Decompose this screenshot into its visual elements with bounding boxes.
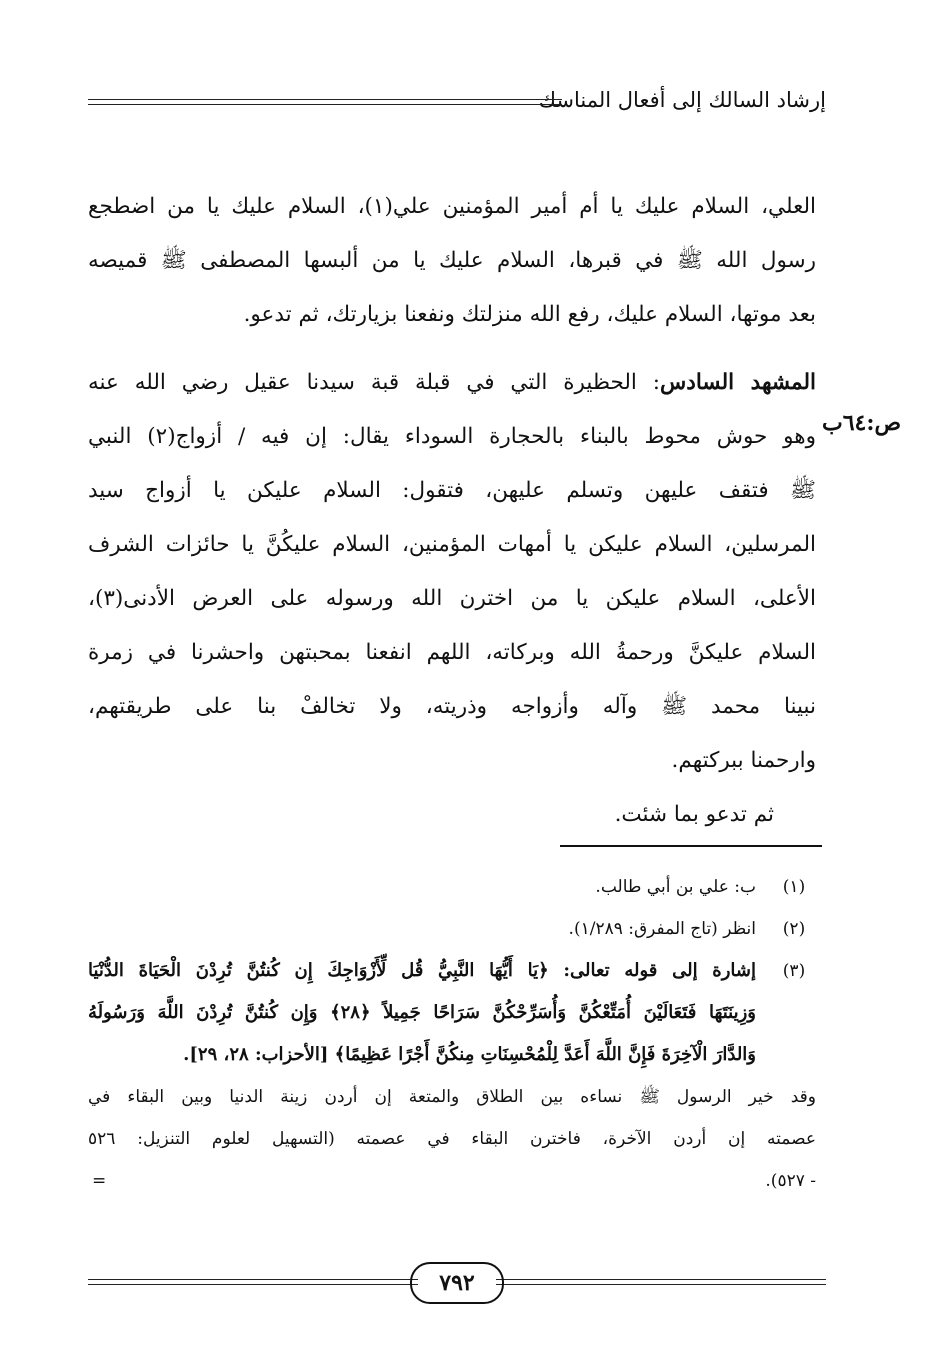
text-line: العلي، السلام عليك يا أم أمير المؤمنين علي(١)، السلام عليك يا من اضطجع [88, 194, 816, 219]
continuation-mark: = [92, 1171, 107, 1191]
text-line: رسول الله ﷺ في قبرها، السلام عليك يا من ألبسها المصطفى ﷺ قميصه [88, 248, 816, 273]
footnote-3-cont [88, 1160, 816, 1202]
page-number: ٧٩٢ [410, 1262, 504, 1304]
footnotes [88, 866, 816, 1202]
text-line: ﷺ فتقف عليهن وتسلم عليهن، فتقول: السلام عليكن يا أزواج سيد [88, 478, 816, 503]
footer-rule-right [496, 1279, 826, 1285]
footnote-3-cont [88, 1076, 816, 1118]
text-line: الأعلى، السلام عليكن يا من اخترن الله ورسوله على العرض الأدنى(٣)، [88, 586, 816, 611]
closing-line: ثم تدعو بما شئت. [614, 802, 774, 827]
text-line: السلام عليكنَّ ورحمةُ الله وبركاته، اللهم انفعنا بمحبتهن واحشرنا في زمرة [88, 640, 816, 665]
section-heading: المشهد السادس [660, 370, 816, 395]
footnote-separator [560, 845, 822, 847]
footnote-3-cont [88, 1034, 816, 1076]
footnote-text: انظر (تاج المفرق: ١/٢٨٩). [568, 919, 756, 939]
text-line: وارحمنا ببركتهم. [671, 748, 816, 773]
footnote-text: عصمته إن أردن الآخرة، فاخترن البقاء في عصمته (التسهيل لعلوم التنزيل: ٥٢٦ [88, 1129, 816, 1149]
text-line: وهو حوش محوط بالبناء بالحجارة السوداء يقال: إن فيه / أزواج(٢) النبي [88, 424, 816, 449]
footnote-1 [88, 866, 816, 908]
footnote-number: (١) [782, 877, 806, 897]
footnote-3-cont [88, 1118, 816, 1160]
footnote-quran-line: وَزِينَتَهَا فَتَعَالَيْنَ أُمَتِّعْكُنَّ وَأُسَرِّحْكُنَّ سَرَاحًا جَمِيلاً ﴿٢٨﴾ وَإِن كُنتُنَّ تُرِدْنَ اللَّهَ وَرَسُولَهُ [88, 1002, 756, 1023]
header-rule [88, 99, 562, 105]
footer-rule-left [88, 1279, 418, 1285]
main-text [88, 180, 816, 842]
footnote-text: وقد خير الرسول ﷺ نساءه بين الطلاق والمتعة إن أردن زينة الدنيا وبين البقاء في [88, 1087, 816, 1107]
text-line: المرسلين، السلام عليكن يا أمهات المؤمنين، السلام عليكُنَّ يا حائزات الشرف [88, 532, 816, 557]
footnote-number: (٢) [782, 919, 806, 939]
footnote-quran-line: إشارة إلى قوله تعالى: ﴿يَا أَيُّهَا النَّبِيُّ قُل لِّأَزْوَاجِكَ إِن كُنتُنَّ تُرِدْنَ الْحَيَاةَ الدُّنْيَا [88, 960, 756, 981]
text-line: نبينا محمد ﷺ وآله وأزواجه وذريته، ولا تخالفْ بنا على طريقتهم، [88, 694, 816, 719]
section-heading-rest: : الحظيرة التي في قبلة قبة سيدنا عقيل رضي الله عنه [88, 370, 661, 395]
manuscript-folio-marker: ص:٦٤ب [822, 410, 902, 436]
footnote-3-cont [88, 992, 816, 1034]
footnote-2 [88, 908, 816, 950]
text-line: بعد موتها، السلام عليك، رفع الله منزلتك ونفعنا بزيارتك، ثم تدعو. [243, 302, 816, 327]
footnote-number: (٣) [782, 961, 806, 981]
footnote-text: - ٥٢٧). [765, 1171, 816, 1191]
section-first-line [88, 356, 816, 410]
footnote-text: ب: علي بن أبي طالب. [595, 877, 756, 897]
running-header-title: إرشاد السالك إلى أفعال المناسك [538, 88, 826, 112]
footnote-3 [88, 950, 816, 992]
footnote-quran-line: وَالدَّارَ الْآخِرَةَ فَإِنَّ اللَّهَ أَعَدَّ لِلْمُحْسِنَاتِ مِنكُنَّ أَجْرًا عَظِيمًا﴾ [الأحزاب: ٢٨، ٢٩]. [183, 1044, 756, 1065]
